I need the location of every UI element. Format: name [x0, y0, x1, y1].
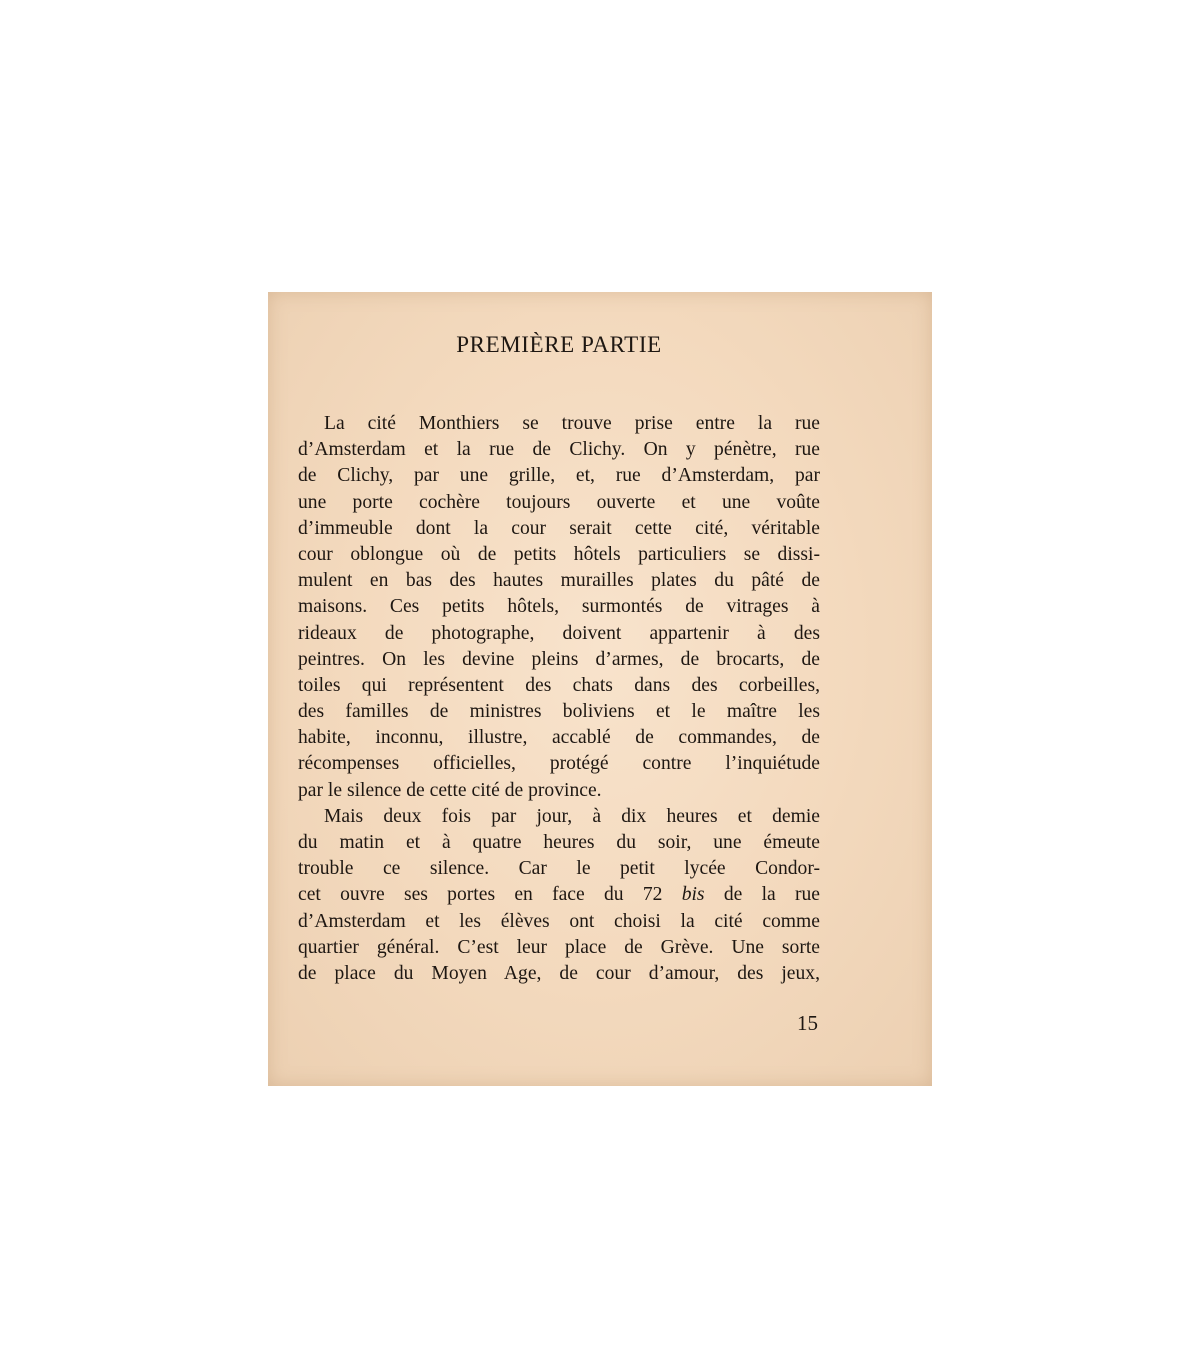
text-line: d’immeuble dont la cour serait cette cité, véritable — [298, 517, 820, 539]
paragraph-1 — [298, 411, 820, 804]
text-line: habite, inconnu, illustre, accablé de commandes, de — [298, 727, 820, 749]
text-run: de la rue — [704, 884, 820, 906]
book-page — [268, 292, 932, 1086]
text-line: quartier général. C’est leur place de Grève. Une sorte — [298, 936, 820, 958]
part-heading: PREMIÈRE PARTIE — [456, 332, 662, 357]
body-text — [298, 411, 820, 987]
paragraph-2 — [298, 804, 820, 987]
text-line: rideaux de photographe, doivent appartenir à des — [298, 622, 820, 644]
text-line: Mais deux fois par jour, à dix heures et demie — [324, 805, 820, 827]
text-line: mulent en bas des hautes murailles plates du pâté de — [298, 570, 820, 592]
text-line: cour oblongue où de petits hôtels particuliers se dissi- — [298, 543, 820, 565]
text-line: récompenses officielles, protégé contre l’inquiétude — [298, 753, 820, 775]
text-line: une porte cochère toujours ouverte et une voûte — [298, 491, 820, 513]
text-line: d’Amsterdam et la rue de Clichy. On y pénètre, rue — [298, 439, 820, 461]
italic-word: bis — [681, 884, 705, 906]
text-line: des familles de ministres boliviens et le maître les — [298, 701, 820, 723]
text-run: cet ouvre ses portes en face du 72 — [298, 884, 682, 906]
text-line: du matin et à quatre heures du soir, une émeute — [298, 832, 820, 853]
text-line: maisons. Ces petits hôtels, surmontés de vitrages à — [298, 596, 820, 618]
text-line: par le silence de cette cité de province. — [298, 779, 602, 801]
page-number: 15 — [797, 1011, 818, 1035]
text-line — [298, 882, 820, 908]
text-line: La cité Monthiers se trouve prise entre la rue — [324, 413, 820, 434]
text-line: de Clichy, par une grille, et, rue d’Amsterdam, par — [298, 465, 820, 487]
text-line: peintres. On les devine pleins d’armes, de brocarts, de — [298, 648, 820, 670]
text-line: d’Amsterdam et les élèves ont choisi la cité comme — [298, 910, 820, 932]
text-line: trouble ce silence. Car le petit lycée Condor- — [298, 858, 820, 880]
text-line: toiles qui représentent des chats dans des corbeilles, — [298, 674, 820, 696]
text-line: de place du Moyen Age, de cour d’amour, des jeux, — [298, 962, 820, 984]
